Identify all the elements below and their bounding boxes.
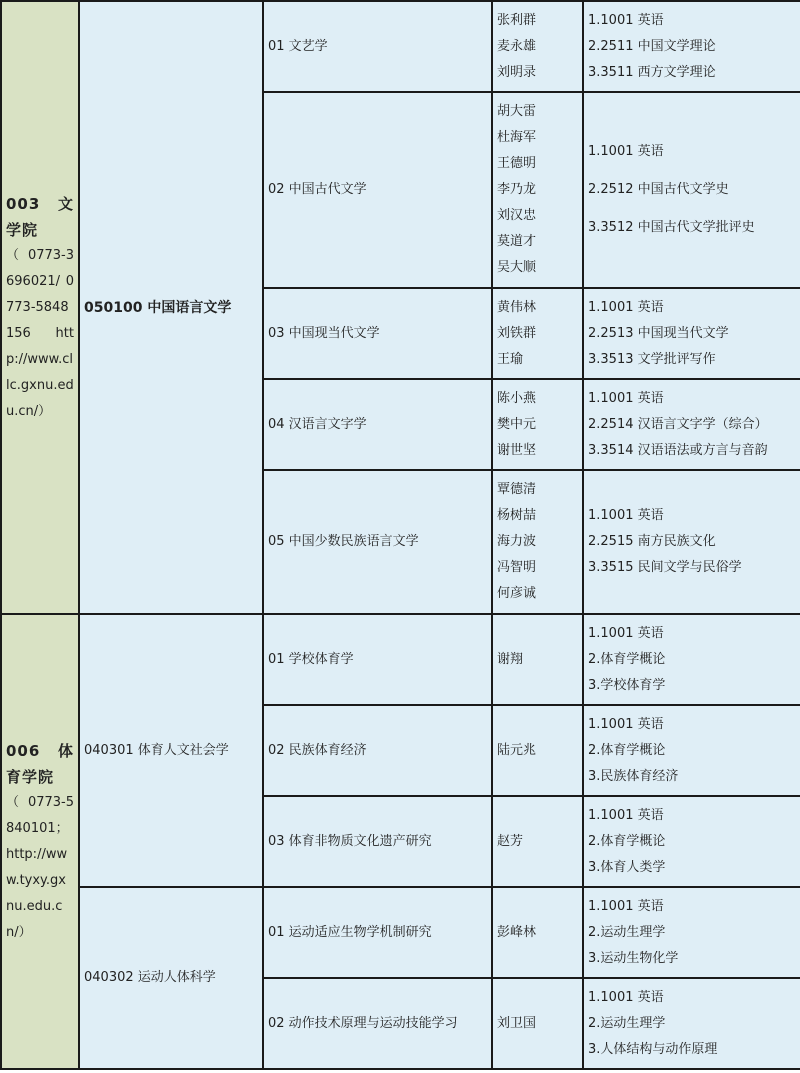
- tutor-name: 吴大顺: [497, 260, 537, 275]
- exam-list: [583, 288, 800, 379]
- tutor-name: 刘卫国: [497, 1015, 537, 1031]
- exam-list: [583, 796, 800, 887]
- exam-subject: 2.体育学概论: [588, 833, 666, 849]
- exam-subject: 2.2511 中国文学理论: [588, 38, 716, 54]
- tutor-name: 樊中元: [497, 416, 537, 432]
- direction-name: 01 学校体育学: [263, 614, 492, 705]
- major-name: 040302 运动人体科学: [79, 887, 263, 1069]
- exam-subject: 3.3512 中国古代文学批评史: [588, 220, 755, 235]
- exam-subject: 1.1001 英语: [588, 299, 664, 315]
- exam-list: [583, 379, 800, 470]
- direction-name: 02 动作技术原理与运动技能学习: [263, 978, 492, 1069]
- tutor-list: [492, 288, 583, 379]
- exam-subject: 3.人体结构与动作原理: [588, 1041, 718, 1057]
- tutor-name: 麦永雄: [497, 38, 537, 54]
- tutor-name: 胡大雷: [497, 104, 537, 119]
- tutor-name: 王德明: [497, 156, 537, 171]
- college-name: 003 文学院: [6, 194, 74, 239]
- direction-name: 02 民族体育经济: [263, 705, 492, 796]
- tutor-name: 赵芳: [497, 833, 524, 849]
- tutor-name: 刘明录: [497, 64, 537, 80]
- tutor-list: [492, 705, 583, 796]
- tutor-list: [492, 887, 583, 978]
- tutor-list: [492, 614, 583, 705]
- tutor-name: 刘铁群: [497, 325, 537, 341]
- tutor-name: 陆元兆: [497, 742, 537, 758]
- tutor-name: 黄伟林: [497, 299, 537, 315]
- exam-list: [583, 705, 800, 796]
- tutor-name: 陈小燕: [497, 390, 537, 406]
- exam-subject: 3.运动生物化学: [588, 950, 679, 966]
- tutor-list: [492, 1, 583, 92]
- college-name: 006 体育学院: [6, 741, 74, 786]
- exam-subject: 3.3511 西方文学理论: [588, 64, 716, 80]
- exam-subject: 3.3514 汉语语法或方言与音韵: [588, 442, 768, 458]
- exam-list: [583, 887, 800, 978]
- tutor-name: 谢世坚: [497, 442, 537, 458]
- college-contact: （ 0773-3696021/ 0773-5848156 http://www.cllc.gxnu.edu.cn/）: [6, 247, 74, 419]
- tutor-name: 张利群: [497, 12, 537, 28]
- tutor-list: [492, 978, 583, 1069]
- tutor-list: [492, 470, 583, 614]
- college-cell: [1, 1, 79, 614]
- direction-name: 02 中国古代文学: [263, 92, 492, 288]
- exam-subject: 3.体育人类学: [588, 859, 666, 875]
- tutor-name: 海力波: [497, 534, 537, 549]
- exam-subject: 3.学校体育学: [588, 677, 666, 693]
- exam-subject: 1.1001 英语: [588, 508, 664, 523]
- direction-name: 03 体育非物质文化遗产研究: [263, 796, 492, 887]
- direction-name: 03 中国现当代文学: [263, 288, 492, 379]
- exam-subject: 1.1001 英语: [588, 390, 664, 406]
- exam-subject: 2.运动生理学: [588, 924, 666, 940]
- exam-subject: 3.民族体育经济: [588, 768, 679, 784]
- exam-subject: 2.2514 汉语言文字学（综合）: [588, 416, 768, 432]
- tutor-name: 彭峰林: [497, 924, 537, 940]
- tutor-name: 杨树喆: [497, 508, 537, 523]
- direction-name: 01 运动适应生物学机制研究: [263, 887, 492, 978]
- tutor-name: 谢翔: [497, 651, 524, 667]
- major-name: 040301 体育人文社会学: [79, 614, 263, 887]
- exam-subject: 2.体育学概论: [588, 742, 666, 758]
- exam-list: [583, 978, 800, 1069]
- exam-subject: 1.1001 英语: [588, 898, 664, 914]
- tutor-list: [492, 796, 583, 887]
- exam-subject: 1.1001 英语: [588, 807, 664, 823]
- exam-subject: 1.1001 英语: [588, 989, 664, 1005]
- tutor-name: 冯智明: [497, 560, 537, 575]
- tutor-name: 莫道才: [497, 234, 537, 249]
- direction-name: 04 汉语言文字学: [263, 379, 492, 470]
- tutor-name: 王瑜: [497, 351, 524, 367]
- exam-subject: 2.2513 中国现当代文学: [588, 325, 729, 341]
- exam-subject: 1.1001 英语: [588, 625, 664, 641]
- exam-subject: 1.1001 英语: [588, 716, 664, 732]
- exam-subject: 3.3513 文学批评写作: [588, 351, 716, 367]
- direction-name: 05 中国少数民族语言文学: [263, 470, 492, 614]
- exam-subject: 3.3515 民间文学与民俗学: [588, 560, 742, 575]
- tutor-name: 覃德清: [497, 482, 537, 497]
- college-contact: （ 0773-5840101；http://www.tyxy.gxnu.edu.cn/）: [6, 794, 74, 940]
- college-cell: [1, 614, 79, 1069]
- exam-list: [583, 92, 800, 288]
- tutor-list: [492, 92, 583, 288]
- major-name: 050100 中国语言文学: [79, 1, 263, 614]
- exam-list: [583, 614, 800, 705]
- tutor-list: [492, 379, 583, 470]
- exam-subject: 2.2515 南方民族文化: [588, 534, 716, 549]
- tutor-name: 刘汉忠: [497, 208, 537, 223]
- exam-subject: 1.1001 英语: [588, 144, 664, 159]
- direction-name: 01 文艺学: [263, 1, 492, 92]
- tutor-name: 何彦诚: [497, 586, 537, 601]
- exam-list: [583, 470, 800, 614]
- exam-subject: 2.2512 中国古代文学史: [588, 182, 729, 197]
- exam-subject: 2.运动生理学: [588, 1015, 666, 1031]
- exam-subject: 2.体育学概论: [588, 651, 666, 667]
- tutor-name: 李乃龙: [497, 182, 537, 197]
- tutor-name: 杜海军: [497, 130, 537, 145]
- exam-subject: 1.1001 英语: [588, 12, 664, 28]
- exam-list: [583, 1, 800, 92]
